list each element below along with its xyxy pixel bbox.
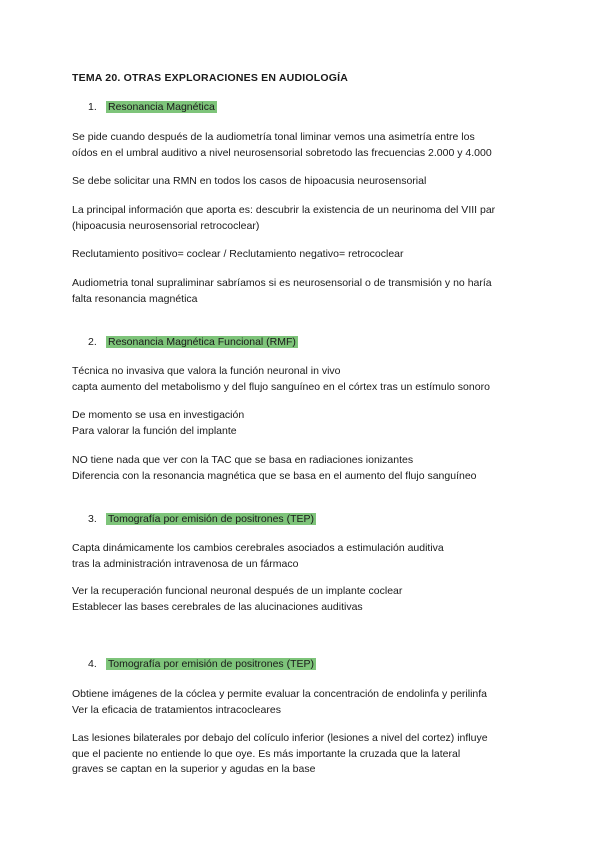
text-line: Ver la recuperación funcional neuronal después de un implante coclear [72, 585, 403, 597]
text-line: Obtiene imágenes de la cóclea y permite evaluar la concentración de endolinfa y perilinfa [72, 688, 487, 700]
text-line: oídos en el umbral auditivo a nivel neurosensorial sobretodo las frecuencias 2.000 y 4.000 [72, 146, 492, 159]
section-number: 1. [88, 101, 97, 113]
text-line: NO tiene nada que ver con la TAC que se basa en radiaciones ionizantes [72, 454, 414, 466]
text-line: Reclutamiento positivo= coclear / Reclutamiento negativo= retrococlear [72, 248, 404, 260]
text-line: graves se captan en la superior y agudas en la base [72, 763, 316, 775]
paragraph [72, 130, 542, 161]
text-line: que el paciente no entiende lo que oye. Es más importante la cruzada que la lateral [72, 747, 461, 760]
section-number: 4. [88, 658, 97, 670]
text-line: (hipoacusia neurosensorial retrococlear) [72, 219, 260, 232]
paragraph [72, 408, 542, 439]
section-number: 3. [88, 513, 97, 525]
paragraph [72, 276, 542, 307]
paragraph [72, 731, 542, 778]
paragraph [72, 174, 542, 190]
section-3-heading [88, 513, 316, 525]
paragraph [72, 687, 542, 718]
paragraph [72, 364, 542, 395]
page-title: TEMA 20. OTRAS EXPLORACIONES EN AUDIOLOGÍA [72, 72, 348, 84]
text-line: Diferencia con la resonancia magnética que se basa en el aumento del flujo sanguíneo [72, 469, 477, 482]
text-line: Capta dinámicamente los cambios cerebrales asociados a estimulación auditiva [72, 542, 444, 554]
section-title: Tomografía por emisión de positrones (TEP) [108, 658, 315, 670]
section-1-heading [88, 101, 217, 113]
text-line: Establecer las bases cerebrales de las alucinaciones auditivas [72, 600, 363, 613]
text-line: Ver la eficacia de tratamientos intracocleares [72, 703, 281, 716]
text-line: Se pide cuando después de la audiometría tonal liminar vemos una asimetría entre los [72, 131, 475, 143]
section-number: 2. [88, 336, 97, 348]
section-title: Tomografía por emisión de positrones (TEP) [108, 513, 315, 525]
section-title: Resonancia Magnética Funcional (RMF) [108, 336, 296, 348]
text-line: tras la administración intravenosa de un fármaco [72, 557, 299, 570]
section-title: Resonancia Magnética [108, 101, 215, 113]
text-line: Audiometria tonal supraliminar sabríamos si es neurosensorial o de transmisión y no haría [72, 277, 492, 289]
text-line: Técnica no invasiva que valora la función neuronal in vivo [72, 365, 341, 377]
paragraph [72, 453, 542, 484]
text-line: De momento se usa en investigación [72, 409, 245, 421]
paragraph [72, 584, 542, 615]
text-line: capta aumento del metabolismo y del flujo sanguíneo en el córtex tras un estímulo sonoro [72, 380, 490, 393]
text-line: Las lesiones bilaterales por debajo del colículo inferior (lesiones a nivel del cortez) influye [72, 732, 488, 744]
text-line: La principal información que aporta es: descubrir la existencia de un neurinoma del VIII par [72, 204, 496, 216]
text-line: Para valorar la función del implante [72, 424, 237, 437]
text-line: falta resonancia magnética [72, 292, 198, 305]
text-line: Se debe solicitar una RMN en todos los casos de hipoacusia neurosensorial [72, 175, 427, 187]
paragraph [72, 247, 542, 263]
paragraph [72, 203, 542, 234]
section-4-heading [88, 658, 316, 670]
section-2-heading [88, 336, 298, 348]
paragraph [72, 541, 542, 572]
